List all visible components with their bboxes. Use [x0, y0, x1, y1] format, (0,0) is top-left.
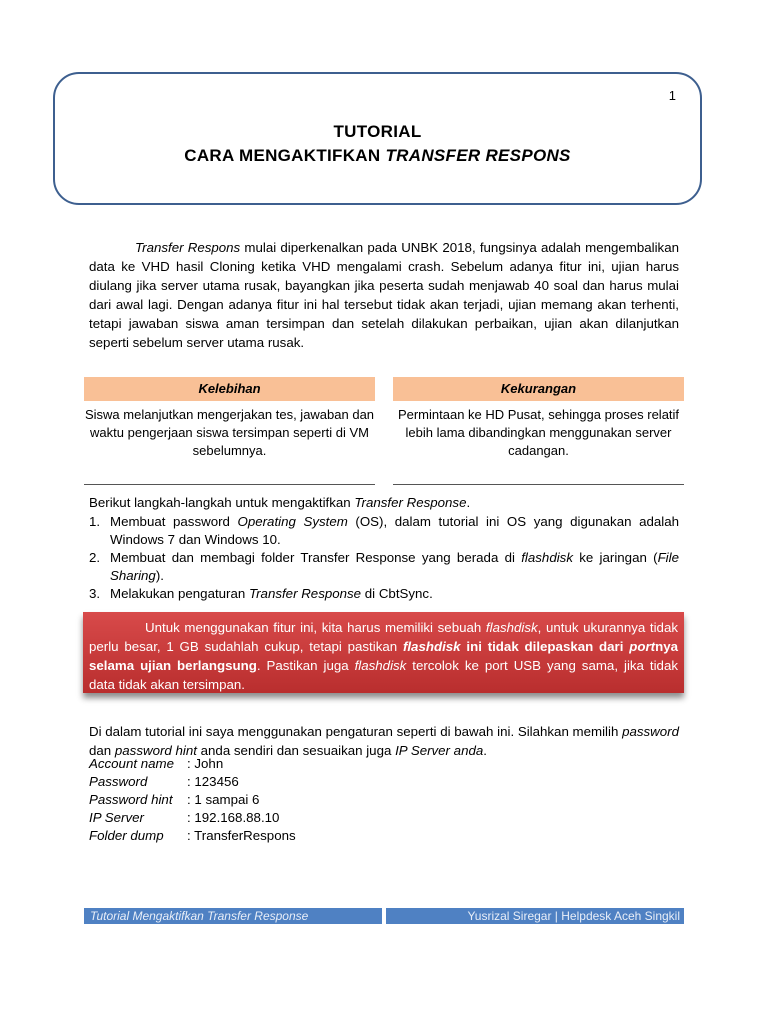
setting-row: Folder dump : TransferRespons — [89, 828, 296, 843]
step-item: 2. Membuat dan membagi folder Transfer Response yang berada di flashdisk ke jaringan (File Sharing). — [89, 550, 679, 583]
disadvantages-text: Permintaan ke HD Pusat, sehingga proses relatif lebih lama dibandingkan menggunakan server cadangan. — [393, 401, 684, 485]
steps-list — [89, 513, 679, 603]
setting-row: Password : 123456 — [89, 774, 239, 789]
title-line-1: TUTORIAL — [333, 122, 422, 141]
step-item: 3. Melakukan pengaturan Transfer Response di CbtSync. — [89, 586, 433, 601]
setting-row: Password hint : 1 sampai 6 — [89, 792, 260, 807]
setting-row: Account name : John — [89, 756, 224, 771]
page-number: 1 — [668, 88, 676, 103]
footer-title: Tutorial Mengaktifkan Transfer Response — [84, 908, 382, 924]
disadvantages-header: Kekurangan — [393, 377, 684, 401]
setting-row: IP Server : 192.168.88.10 — [89, 810, 280, 825]
intro-paragraph: Transfer Respons mulai diperkenalkan pada UNBK 2018, fungsinya adalah mengembalikan data ke VHD hasil Cloning ketika VHD mengalami crash. Sebelum adanya fitur ini, ujian harus diulang jika server utama rusak, bayangkan jika peserta sudah menjawab 40 soal dan harus mulai dari awal lagi. Dengan adanya fitur ini hal tersebut tidak akan terjadi, ujian memang akan terhenti, tetapi jawaban siswa aman tersimpan dan setelah dilakukan perbaikan, ujian akan dilanjutkan seperti sebelum server utama rusak. — [89, 240, 679, 350]
footer-author: Yusrizal Siregar | Helpdesk Aceh Singkil — [386, 908, 684, 924]
advantages-text: Siswa melanjutkan mengerjakan tes, jawaban dan waktu pengerjaan siswa tersimpan seperti di VM sebelumnya. — [84, 401, 375, 485]
title-line-2: CARA MENGAKTIFKAN TRANSFER RESPONS — [184, 146, 571, 165]
settings-intro: Di dalam tutorial ini saya menggunakan pengaturan seperti di bawah ini. Silahkan memilih password dan password hint anda sendiri dan sesuaikan juga IP Server anda. — [89, 724, 679, 758]
step-item: 1. Membuat password Operating System (OS), dalam tutorial ini OS yang digunakan adalah Windows 7 dan Windows 10. — [89, 514, 679, 547]
settings-list — [89, 755, 296, 845]
steps-intro: Berikut langkah-langkah untuk mengaktifkan Transfer Response. — [89, 495, 471, 510]
advantages-header: Kelebihan — [84, 377, 375, 401]
disadvantages-table — [393, 377, 684, 485]
advantages-table — [84, 377, 375, 485]
warning-note: Untuk menggunakan fitur ini, kita harus memiliki sebuah flashdisk, untuk ukurannya tidak perlu besar, 1 GB sudahlah cukup, tetapi pastikan flashdisk ini tidak dilepaskan dari portnya selama ujian berlangsung. Pastikan juga flashdisk tercolok ke port USB yang sama, jika tidak data tidak akan tersimpan. — [83, 612, 684, 693]
title-box — [53, 72, 702, 205]
